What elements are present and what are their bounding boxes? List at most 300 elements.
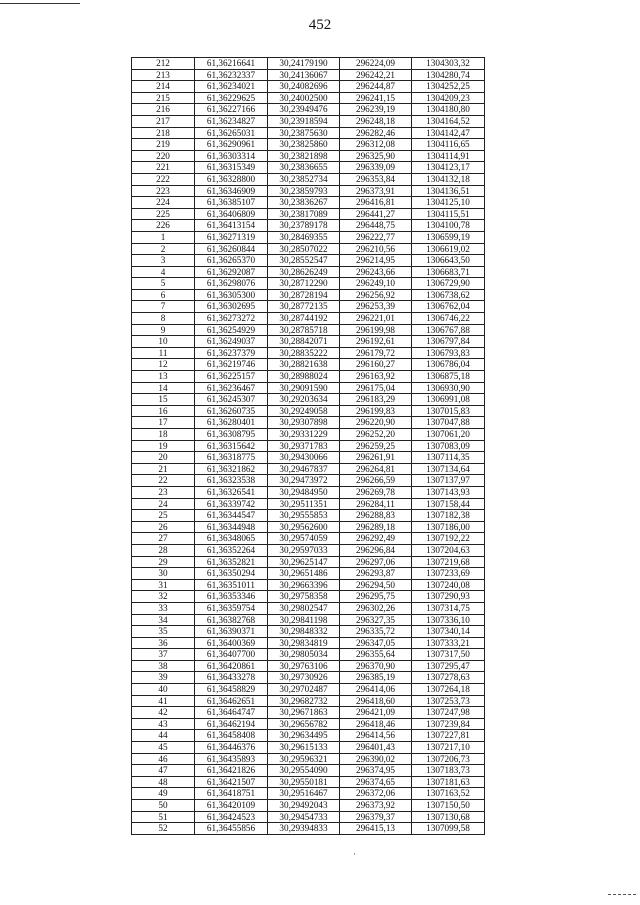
footer-mark: · xyxy=(353,849,356,859)
table-cell: 296289,18 xyxy=(340,521,412,533)
table-cell: 296192,61 xyxy=(340,336,412,348)
table-cell: 1306729,90 xyxy=(412,278,485,290)
table-cell: 30,29371783 xyxy=(268,440,340,452)
table-cell: 296335,72 xyxy=(340,626,412,638)
table-cell: 30,29763106 xyxy=(268,660,340,672)
table-row xyxy=(132,324,485,336)
table-cell: 1304100,78 xyxy=(412,220,485,232)
table-cell: 30,29805034 xyxy=(268,649,340,661)
table-cell: 30,29848332 xyxy=(268,626,340,638)
table-row xyxy=(132,104,485,116)
table-cell: 30,28842071 xyxy=(268,336,340,348)
table-cell: 3 xyxy=(132,255,195,267)
table-cell: 1304116,65 xyxy=(412,139,485,151)
table-cell: 38 xyxy=(132,660,195,672)
table-cell: 30,29511351 xyxy=(268,498,340,510)
table-cell: 30,23852734 xyxy=(268,173,340,185)
table-cell: 30,28744192 xyxy=(268,313,340,325)
table-row xyxy=(132,660,485,672)
table-cell: 221 xyxy=(132,162,195,174)
table-cell: 61,36462194 xyxy=(195,718,268,730)
table-cell: 213 xyxy=(132,69,195,81)
table-cell: 296379,37 xyxy=(340,811,412,823)
table-cell: 296414,06 xyxy=(340,684,412,696)
table-cell: 1307130,68 xyxy=(412,811,485,823)
table-cell: 46 xyxy=(132,753,195,765)
table-row xyxy=(132,243,485,255)
table-cell: 1307314,75 xyxy=(412,602,485,614)
table-cell: 1306786,04 xyxy=(412,359,485,371)
table-cell: 61,36350294 xyxy=(195,568,268,580)
table-cell: 1307336,10 xyxy=(412,614,485,626)
table-cell: 30,23918594 xyxy=(268,115,340,127)
table-cell: 17 xyxy=(132,417,195,429)
table-cell: 30,23836655 xyxy=(268,162,340,174)
table-cell: 30,29834819 xyxy=(268,637,340,649)
table-cell: 296160,27 xyxy=(340,359,412,371)
table-cell: 296253,39 xyxy=(340,301,412,313)
table-cell: 296282,46 xyxy=(340,127,412,139)
table-cell: 61,36348065 xyxy=(195,533,268,545)
table-cell: 1306767,88 xyxy=(412,324,485,336)
table-row xyxy=(132,127,485,139)
table-cell: 61,36346909 xyxy=(195,185,268,197)
table-cell: 296448,75 xyxy=(340,220,412,232)
table-row xyxy=(132,486,485,498)
table-cell: 40 xyxy=(132,684,195,696)
table-cell: 296372,06 xyxy=(340,788,412,800)
table-cell: 61,36305300 xyxy=(195,289,268,301)
table-cell: 296252,20 xyxy=(340,429,412,441)
table-cell: 30,23789178 xyxy=(268,220,340,232)
table-cell: 1307253,73 xyxy=(412,695,485,707)
table-cell: 1307182,38 xyxy=(412,510,485,522)
table-cell: 61,36225157 xyxy=(195,371,268,383)
table-row xyxy=(132,695,485,707)
table-cell: 296416,81 xyxy=(340,197,412,209)
table-cell: 41 xyxy=(132,695,195,707)
table-cell: 61,36433278 xyxy=(195,672,268,684)
table-cell: 1304252,25 xyxy=(412,81,485,93)
table-row xyxy=(132,533,485,545)
table-cell: 296239,19 xyxy=(340,104,412,116)
table-cell: 1306643,50 xyxy=(412,255,485,267)
table-cell: 1306746,22 xyxy=(412,313,485,325)
table-cell: 61,36298076 xyxy=(195,278,268,290)
table-cell: 296441,27 xyxy=(340,208,412,220)
table-cell: 2 xyxy=(132,243,195,255)
table-cell: 226 xyxy=(132,220,195,232)
table-cell: 61,36446376 xyxy=(195,742,268,754)
table-cell: 1307264,18 xyxy=(412,684,485,696)
table-cell: 217 xyxy=(132,115,195,127)
table-cell: 44 xyxy=(132,730,195,742)
table-cell: 296175,04 xyxy=(340,382,412,394)
table-cell: 1307163,52 xyxy=(412,788,485,800)
table-cell: 296248,18 xyxy=(340,115,412,127)
table-cell: 61,36315642 xyxy=(195,440,268,452)
table-cell: 1307233,69 xyxy=(412,568,485,580)
table-cell: 1307181,63 xyxy=(412,776,485,788)
table-row xyxy=(132,765,485,777)
table-cell: 20 xyxy=(132,452,195,464)
table-cell: 296325,90 xyxy=(340,150,412,162)
table-cell: 296199,98 xyxy=(340,324,412,336)
table-cell: 224 xyxy=(132,197,195,209)
table-row xyxy=(132,313,485,325)
table-cell: 35 xyxy=(132,626,195,638)
table-cell: 36 xyxy=(132,637,195,649)
table-row xyxy=(132,591,485,603)
table-cell: 30,29597033 xyxy=(268,544,340,556)
table-row xyxy=(132,707,485,719)
table-cell: 61,36406809 xyxy=(195,208,268,220)
table-cell: 30,28728194 xyxy=(268,289,340,301)
table-cell: 296312,08 xyxy=(340,139,412,151)
table-cell: 61,36315349 xyxy=(195,162,268,174)
table-cell: 25 xyxy=(132,510,195,522)
table-cell: 61,36227166 xyxy=(195,104,268,116)
table-cell: 61,36407700 xyxy=(195,649,268,661)
table-cell: 61,36455856 xyxy=(195,823,268,835)
table-row xyxy=(132,614,485,626)
table-cell: 61,36260844 xyxy=(195,243,268,255)
table-cell: 296415,13 xyxy=(340,823,412,835)
table-cell: 61,36323538 xyxy=(195,475,268,487)
table-cell: 61,36462651 xyxy=(195,695,268,707)
table-row xyxy=(132,394,485,406)
table-cell: 296222,77 xyxy=(340,231,412,243)
table-cell: 61,36254929 xyxy=(195,324,268,336)
table-cell: 18 xyxy=(132,429,195,441)
table-row xyxy=(132,811,485,823)
table-cell: 61,36271319 xyxy=(195,231,268,243)
table-cell: 296418,60 xyxy=(340,695,412,707)
table-cell: 296293,87 xyxy=(340,568,412,580)
table-row xyxy=(132,301,485,313)
table-cell: 30,29730926 xyxy=(268,672,340,684)
table-cell: 61,36237379 xyxy=(195,347,268,359)
table-cell: 30,23949476 xyxy=(268,104,340,116)
table-cell: 30,29430066 xyxy=(268,452,340,464)
table-row xyxy=(132,208,485,220)
table-row xyxy=(132,556,485,568)
table-row xyxy=(132,452,485,464)
table-row xyxy=(132,347,485,359)
table-cell: 1304115,51 xyxy=(412,208,485,220)
table-cell: 1307247,98 xyxy=(412,707,485,719)
table-cell: 61,36458829 xyxy=(195,684,268,696)
table-cell: 30,29682732 xyxy=(268,695,340,707)
table-cell: 30,29473972 xyxy=(268,475,340,487)
table-row xyxy=(132,289,485,301)
table-row xyxy=(132,602,485,614)
table-cell: 1304303,32 xyxy=(412,58,485,70)
table-cell: 61,36236467 xyxy=(195,382,268,394)
table-cell: 296294,50 xyxy=(340,579,412,591)
table-row xyxy=(132,440,485,452)
table-cell: 214 xyxy=(132,81,195,93)
table-row xyxy=(132,92,485,104)
table-cell: 30,23817089 xyxy=(268,208,340,220)
table-cell: 30,29562600 xyxy=(268,521,340,533)
table-cell: 30,29550181 xyxy=(268,776,340,788)
table-cell: 30,29615133 xyxy=(268,742,340,754)
table-cell: 61,36390371 xyxy=(195,626,268,638)
table-cell: 296353,84 xyxy=(340,173,412,185)
table-row xyxy=(132,429,485,441)
table-cell: 30,28712290 xyxy=(268,278,340,290)
table-cell: 21 xyxy=(132,463,195,475)
table-row xyxy=(132,718,485,730)
table-cell: 30,28469355 xyxy=(268,231,340,243)
table-row xyxy=(132,359,485,371)
table-cell: 30,28821638 xyxy=(268,359,340,371)
table-row xyxy=(132,150,485,162)
table-cell: 1307295,47 xyxy=(412,660,485,672)
table-cell: 61,36351011 xyxy=(195,579,268,591)
table-row xyxy=(132,278,485,290)
table-cell: 1304123,17 xyxy=(412,162,485,174)
table-cell: 296241,15 xyxy=(340,92,412,104)
table-cell: 296266,59 xyxy=(340,475,412,487)
table-cell: 30,28772135 xyxy=(268,301,340,313)
table-cell: 48 xyxy=(132,776,195,788)
table-row xyxy=(132,266,485,278)
table-cell: 30,29555853 xyxy=(268,510,340,522)
table-row xyxy=(132,649,485,661)
table-cell: 1304132,18 xyxy=(412,173,485,185)
table-cell: 8 xyxy=(132,313,195,325)
table-row xyxy=(132,684,485,696)
table-cell: 296221,01 xyxy=(340,313,412,325)
table-cell: 1307192,22 xyxy=(412,533,485,545)
table-row xyxy=(132,637,485,649)
table-cell: 9 xyxy=(132,324,195,336)
table-cell: 26 xyxy=(132,521,195,533)
table-cell: 30,29671863 xyxy=(268,707,340,719)
table-cell: 61,36229625 xyxy=(195,92,268,104)
table-row xyxy=(132,69,485,81)
table-cell: 30,24179190 xyxy=(268,58,340,70)
table-cell: 1304164,52 xyxy=(412,115,485,127)
table-cell: 225 xyxy=(132,208,195,220)
table-cell: 30,29484950 xyxy=(268,486,340,498)
table-cell: 219 xyxy=(132,139,195,151)
table-cell: 296401,43 xyxy=(340,742,412,754)
table-cell: 61,36302695 xyxy=(195,301,268,313)
table-cell: 39 xyxy=(132,672,195,684)
table-cell: 296183,29 xyxy=(340,394,412,406)
table-row xyxy=(132,81,485,93)
table-cell: 296256,92 xyxy=(340,289,412,301)
table-cell: 1307204,63 xyxy=(412,544,485,556)
table-cell: 296243,66 xyxy=(340,266,412,278)
table-cell: 61,36424523 xyxy=(195,811,268,823)
table-cell: 30,29516467 xyxy=(268,788,340,800)
table-cell: 1306762,04 xyxy=(412,301,485,313)
table-cell: 30,24002500 xyxy=(268,92,340,104)
table-cell: 30,28552547 xyxy=(268,255,340,267)
table-cell: 223 xyxy=(132,185,195,197)
table-cell: 1306991,08 xyxy=(412,394,485,406)
table-cell: 61,36353346 xyxy=(195,591,268,603)
table-cell: 30,29802547 xyxy=(268,602,340,614)
table-cell: 61,36421507 xyxy=(195,776,268,788)
table-row xyxy=(132,58,485,70)
table-row xyxy=(132,336,485,348)
table-cell: 296179,72 xyxy=(340,347,412,359)
table-cell: 29 xyxy=(132,556,195,568)
table-cell: 33 xyxy=(132,602,195,614)
table-cell: 61,36421826 xyxy=(195,765,268,777)
table-cell: 1307317,50 xyxy=(412,649,485,661)
table-cell: 296199,83 xyxy=(340,405,412,417)
table-cell: 61,36234021 xyxy=(195,81,268,93)
table-row xyxy=(132,742,485,754)
table-cell: 296261,91 xyxy=(340,452,412,464)
table-cell: 30,28835222 xyxy=(268,347,340,359)
table-row xyxy=(132,139,485,151)
table-cell: 1306930,90 xyxy=(412,382,485,394)
table-cell: 51 xyxy=(132,811,195,823)
table-row xyxy=(132,197,485,209)
coordinates-table xyxy=(131,57,485,835)
table-cell: 296370,90 xyxy=(340,660,412,672)
table-cell: 30,28626249 xyxy=(268,266,340,278)
table-row xyxy=(132,498,485,510)
table-row xyxy=(132,730,485,742)
table-cell: 19 xyxy=(132,440,195,452)
table-cell: 30,29203634 xyxy=(268,394,340,406)
table-cell: 296421,09 xyxy=(340,707,412,719)
table-cell: 61,36464747 xyxy=(195,707,268,719)
table-cell: 61,36290961 xyxy=(195,139,268,151)
table-cell: 61,36219746 xyxy=(195,359,268,371)
table-cell: 5 xyxy=(132,278,195,290)
table-cell: 61,36326541 xyxy=(195,486,268,498)
table-cell: 61,36318775 xyxy=(195,452,268,464)
table-cell: 30,23825860 xyxy=(268,139,340,151)
table-cell: 296296,84 xyxy=(340,544,412,556)
table-cell: 45 xyxy=(132,742,195,754)
table-cell: 10 xyxy=(132,336,195,348)
table-cell: 49 xyxy=(132,788,195,800)
table-cell: 30,29634495 xyxy=(268,730,340,742)
table-cell: 30,29702487 xyxy=(268,684,340,696)
table-row xyxy=(132,521,485,533)
page-number: 452 xyxy=(308,17,332,33)
table-cell: 11 xyxy=(132,347,195,359)
table-cell: 61,36352264 xyxy=(195,544,268,556)
table-row xyxy=(132,510,485,522)
table-cell: 14 xyxy=(132,382,195,394)
table-cell: 1307239,84 xyxy=(412,718,485,730)
table-cell: 1304280,74 xyxy=(412,69,485,81)
table-cell: 61,36352821 xyxy=(195,556,268,568)
table-cell: 30,29249058 xyxy=(268,405,340,417)
table-cell: 1307333,21 xyxy=(412,637,485,649)
table-row xyxy=(132,417,485,429)
table-cell: 61,36280401 xyxy=(195,417,268,429)
table-row xyxy=(132,626,485,638)
table-cell: 1307114,35 xyxy=(412,452,485,464)
table-cell: 220 xyxy=(132,150,195,162)
table-cell: 1304142,47 xyxy=(412,127,485,139)
table-cell: 1307134,64 xyxy=(412,463,485,475)
table-cell: 1307150,50 xyxy=(412,800,485,812)
table-cell: 61,36321862 xyxy=(195,463,268,475)
table-cell: 296355,64 xyxy=(340,649,412,661)
table-row xyxy=(132,255,485,267)
table-cell: 1307240,08 xyxy=(412,579,485,591)
table-cell: 1307047,88 xyxy=(412,417,485,429)
table-cell: 296327,35 xyxy=(340,614,412,626)
table-cell: 1307340,14 xyxy=(412,626,485,638)
table-cell: 1304136,51 xyxy=(412,185,485,197)
table-cell: 216 xyxy=(132,104,195,116)
table-cell: 52 xyxy=(132,823,195,835)
table-cell: 222 xyxy=(132,173,195,185)
table-row xyxy=(132,405,485,417)
table-cell: 61,36328800 xyxy=(195,173,268,185)
table-cell: 61,36418751 xyxy=(195,788,268,800)
table-cell: 1306599,19 xyxy=(412,231,485,243)
table-cell: 30,29758358 xyxy=(268,591,340,603)
table-cell: 61,36359754 xyxy=(195,602,268,614)
table-cell: 42 xyxy=(132,707,195,719)
table-cell: 30,29574059 xyxy=(268,533,340,545)
table-cell: 30,29656782 xyxy=(268,718,340,730)
table-cell: 296418,46 xyxy=(340,718,412,730)
table-cell: 1304209,23 xyxy=(412,92,485,104)
table-cell: 32 xyxy=(132,591,195,603)
table-cell: 61,36420109 xyxy=(195,800,268,812)
table-cell: 296242,21 xyxy=(340,69,412,81)
table-cell: 6 xyxy=(132,289,195,301)
table-cell: 28 xyxy=(132,544,195,556)
table-cell: 1306619,02 xyxy=(412,243,485,255)
table-cell: 61,36265031 xyxy=(195,127,268,139)
table-cell: 296295,75 xyxy=(340,591,412,603)
table-cell: 215 xyxy=(132,92,195,104)
table-cell: 61,36308795 xyxy=(195,429,268,441)
table-cell: 296210,56 xyxy=(340,243,412,255)
table-cell: 296259,25 xyxy=(340,440,412,452)
table-cell: 30,23836267 xyxy=(268,197,340,209)
table-cell: 296374,95 xyxy=(340,765,412,777)
table-cell: 61,36435893 xyxy=(195,753,268,765)
table-cell: 1307186,00 xyxy=(412,521,485,533)
table-cell: 296302,26 xyxy=(340,602,412,614)
table-cell: 30 xyxy=(132,568,195,580)
table-row xyxy=(132,823,485,835)
table-cell: 30,28785718 xyxy=(268,324,340,336)
table-cell: 218 xyxy=(132,127,195,139)
table-cell: 7 xyxy=(132,301,195,313)
table-cell: 1307099,58 xyxy=(412,823,485,835)
table-cell: 30,29596321 xyxy=(268,753,340,765)
table-cell: 30,29663396 xyxy=(268,579,340,591)
table-cell: 30,29394833 xyxy=(268,823,340,835)
table-cell: 30,23859793 xyxy=(268,185,340,197)
table-cell: 37 xyxy=(132,649,195,661)
table-cell: 31 xyxy=(132,579,195,591)
table-cell: 27 xyxy=(132,533,195,545)
table-cell: 1 xyxy=(132,231,195,243)
table-cell: 1307143,93 xyxy=(412,486,485,498)
table-row xyxy=(132,776,485,788)
